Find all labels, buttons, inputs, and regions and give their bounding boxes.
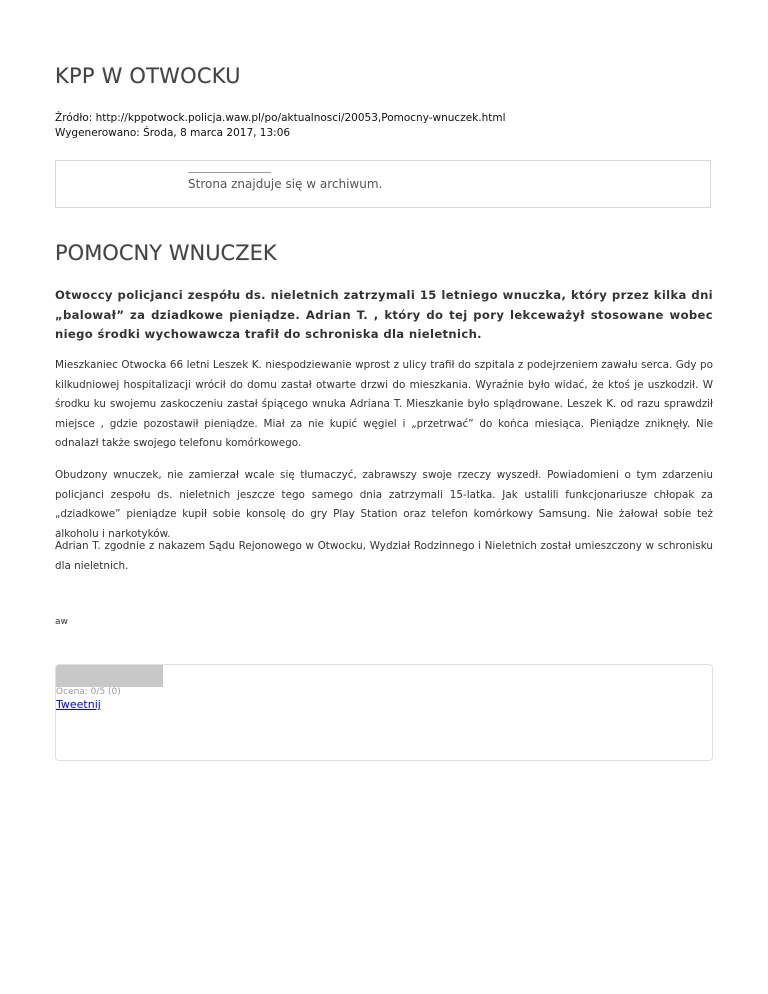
page-meta — [55, 111, 506, 141]
article-lead: Otwoccy policjanci zespółu ds. nieletnich zatrzymali 15 letniego wnuczka, który przez kilka dni „balował” za dziadkowe pieniądze. Adrian T. , który do tej pory lekceważył stosowane wobec niego środki wychowawcza trafił do schroniska dla nieletnich. — [55, 288, 713, 341]
archive-notice: Strona znajduje się w archiwum. — [188, 177, 383, 191]
archive-divider — [188, 172, 271, 173]
article-title: POMOCNY WNUCZEK — [55, 241, 277, 265]
article-paragraph: Adrian T. zgodnie z nakazem Sądu Rejonowego w Otwocku, Wydział Rodzinnego i Nieletnich został umieszczony w schronisku dla nieletnich. — [55, 540, 713, 572]
rating-score: Ocena: 0/5 (0) — [56, 687, 121, 697]
article-paragraph: Obudzony wnuczek, nie zamierzał wcale się tłumaczyć, zabrawszy swoje rzeczy wyszedł. Powiadomieni o tym zdarzeniu policjanci zespołu ds. nieletnich jeszcze tego samego dnia zatrzymali 15-latka. Jak ustalili funkcjonariusze chłopak za „dziadkowe” pieniądze kupił sobie konsolę do gry Play Station oraz telefon komórkowy Samsung. Nie żałował sobie też alkoholu i narkotyków. — [55, 469, 713, 540]
article-author: aw — [55, 617, 68, 627]
generated-date: Wygenerowano: Środa, 8 marca 2017, 13:06 — [55, 127, 291, 139]
source-url: Źródło: http://kppotwock.policja.waw.pl/po/aktualnosci/20053,Pomocny-wnuczek.html — [55, 112, 506, 124]
rating-box — [55, 664, 713, 761]
tweet-link[interactable]: Tweetnij — [56, 698, 101, 711]
site-title: KPP W OTWOCKU — [55, 64, 241, 88]
article-paragraph: Mieszkaniec Otwocka 66 letni Leszek K. niespodziewanie wprost z ulicy trafił do szpitala z podejrzeniem zawału serca. Gdy po kilkudniowej hospitalizacji wrócił do domu zastał otwarte drzwi do mieszkania. Wyraźnie było widać, że ktoś je uszkodził. W środku ku swojemu zaskoczeniu zastał śpiącego wnuka Adriana T. Mieszkanie było splądrowane. Leszek K. od razu sprawdził miejsce , gdzie pozostawił pieniądze. Miał za nie kupić węgiel i „przetrwać” do końca miesiąca. Pieniądze zniknęły. Nie odnalazł także swojego telefonu komórkowego. — [55, 359, 713, 449]
archive-notice-box — [55, 160, 711, 208]
rating-stars-bar[interactable] — [56, 665, 163, 687]
